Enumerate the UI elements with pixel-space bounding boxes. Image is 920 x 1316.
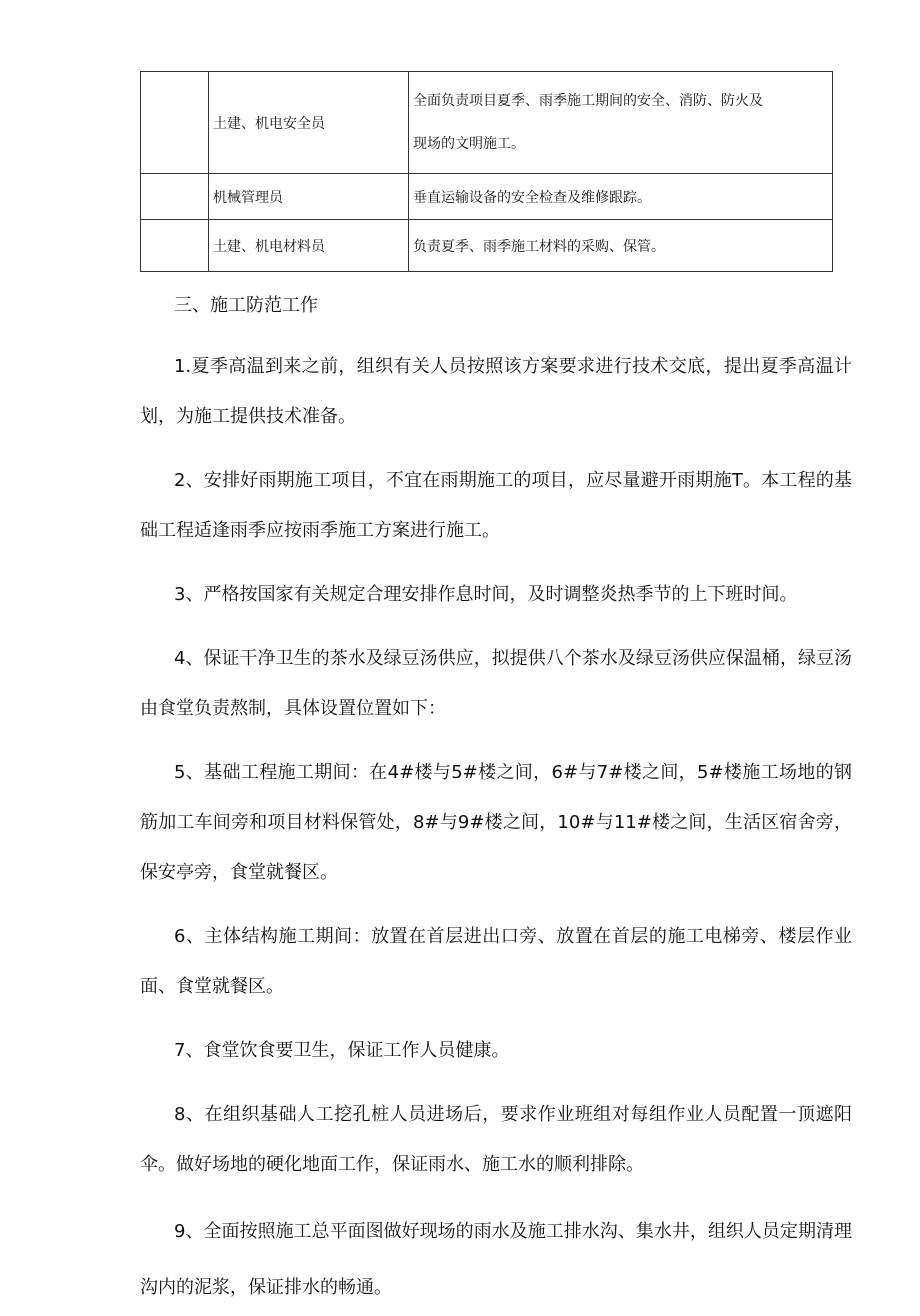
duty-cell: 垂直运输设备的安全检查及维修跟踪。 [409, 174, 833, 220]
duty-text: 现场的文明施工。 [413, 136, 525, 152]
section-heading: 三、施工防范工作 [174, 295, 318, 316]
paragraph: 4、保证干净卫生的茶水及绿豆汤供应，拟提供八个茶水及绿豆汤供应保温桶，绿豆汤由食堂负责熬制，具体设置位置如下： [140, 648, 852, 719]
duty-text: 全面负责项目夏季、雨季施工期间的安全、消防、防火及 [413, 93, 763, 109]
paragraph: 5、基础工程施工期间：在4#楼与5#楼之间，6#与7#楼之间，5#楼施工场地的钢筋加工车间旁和项目材料保管处，8#与9#楼之间，10#与11#楼之间，生活区宿舍旁，保安亭旁，食堂就餐区。 [140, 762, 852, 883]
duty-cell: 负责夏季、雨季施工材料的采购、保管。 [409, 220, 833, 272]
paragraph: 3、严格按国家有关规定合理安排作息时间，及时调整炎热季节的上下班时间。 [174, 584, 798, 605]
paragraph: 2、安排好雨期施工项目，不宜在雨期施工的项目，应尽量避开雨期施T。本工程的基础工程适逢雨季应按雨季施工方案进行施工。 [140, 470, 852, 541]
empty-cell [141, 174, 209, 220]
table-row [141, 174, 833, 220]
duty-cell [409, 72, 833, 174]
role-cell: 土建、机电安全员 [209, 72, 409, 174]
paragraph: 6、主体结构施工期间：放置在首层进出口旁、放置在首层的施工电梯旁、楼层作业面、食堂就餐区。 [140, 926, 852, 997]
responsibility-table [140, 71, 833, 272]
table-row [141, 220, 833, 272]
role-cell: 机械管理员 [209, 174, 409, 220]
paragraph: 9、全面按照施工总平面图做好现场的雨水及施工排水沟、集水井，组织人员定期清理沟内的泥浆，保证排水的畅通。 [140, 1221, 852, 1298]
table-row [141, 72, 833, 174]
empty-cell [141, 72, 209, 174]
empty-cell [141, 220, 209, 272]
role-cell: 土建、机电材料员 [209, 220, 409, 272]
paragraph: 1.夏季高温到来之前，组织有关人员按照该方案要求进行技术交底，提出夏季高温计划，为施工提供技术准备。 [140, 356, 852, 427]
document-body [140, 288, 852, 1316]
paragraph: 8、在组织基础人工挖孔桩人员进场后，要求作业班组对每组作业人员配置一顶遮阳伞。做好场地的硬化地面工作，保证雨水、施工水的顺利排除。 [140, 1104, 852, 1175]
paragraph: 7、食堂饮食要卫生，保证工作人员健康。 [174, 1040, 510, 1061]
